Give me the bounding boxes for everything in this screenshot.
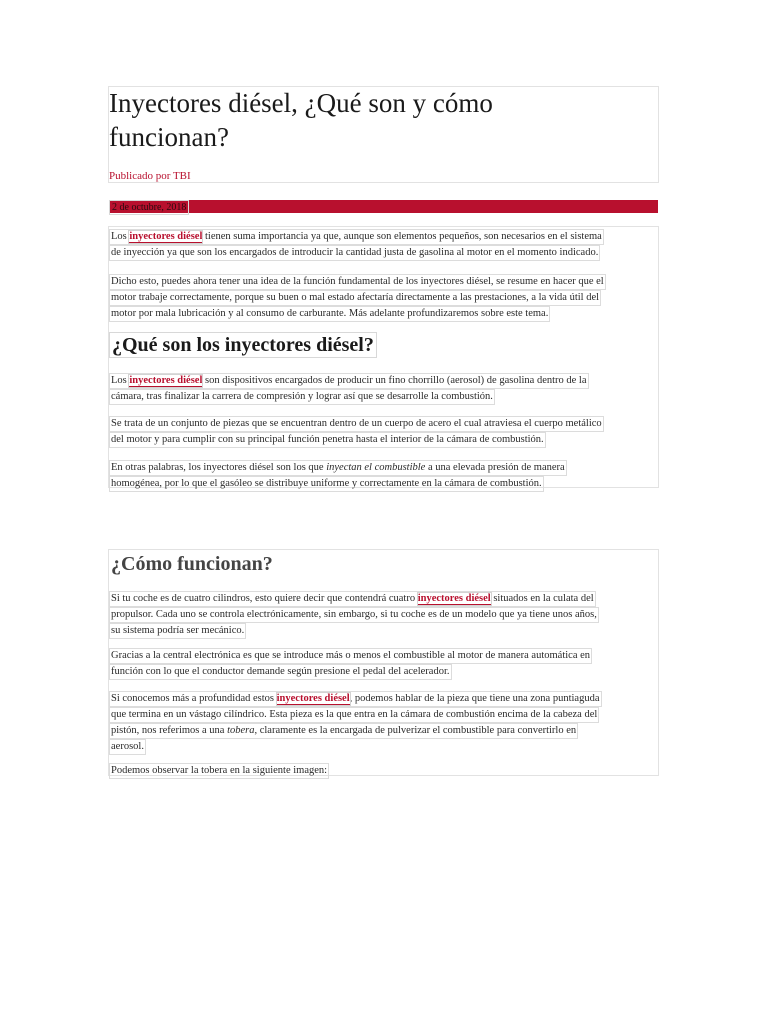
text-line: motor por mala lubricación y al consumo de carburante. Más adelante profundizaremos sobre este tema. <box>109 306 550 322</box>
text-line: del motor y para cumplir con su principal función penetra hasta el interior de la cámara de combustión. <box>109 432 546 448</box>
text-line: Los inyectores diésel tienen suma importancia ya que, aunque son elementos pequeños, son necesarios en el sistema <box>109 229 604 245</box>
inyectores-diesel-link[interactable]: inyectores diésel <box>417 593 491 604</box>
text-line: aerosol. <box>109 739 146 755</box>
text-line: Gracias a la central electrónica es que se introduce más o menos el combustible al motor de manera automática en <box>109 648 592 664</box>
intro-paragraph-1 <box>109 229 604 261</box>
intro-paragraph-2 <box>109 274 606 322</box>
text-line: Se trata de un conjunto de piezas que se encuentran dentro de un cuerpo de acero el cual atraviesa el cuerpo metálico <box>109 416 604 432</box>
section1-paragraph-2 <box>109 416 604 448</box>
text-line: propulsor. Cada uno se controla electrónicamente, sin embargo, si tu coche es de un modelo que ya tiene unos años, <box>109 607 599 623</box>
text-line: homogénea, por lo que el gasóleo se distribuye uniforme y correctamente en la cámara de combustión. <box>109 476 544 492</box>
emphasis-text: inyectan el combustible <box>326 462 426 473</box>
text-line: pistón, nos referimos a una tobera, claramente es la encargada de pulverizar el combustible para convertirlo en <box>109 723 578 739</box>
section2-paragraph-2 <box>109 648 592 680</box>
section-heading-que-son: ¿Qué son los inyectores diésel? <box>109 332 377 358</box>
text-line: cámara, tras finalizar la carrera de compresión y lograr así que se desarrolle la combustión. <box>109 389 495 405</box>
text-line: En otras palabras, los inyectores diésel son los que inyectan el combustible a una elevada presión de manera <box>109 460 567 476</box>
emphasis-text: tobera <box>227 725 255 736</box>
article-title <box>109 86 649 154</box>
text-line: su sistema podría ser mecánico. <box>109 623 246 639</box>
inyectores-diesel-link[interactable]: inyectores diésel <box>276 693 350 704</box>
text-line: Dicho esto, puedes ahora tener una idea de la función fundamental de los inyectores diésel, se resume en hacer que el <box>109 274 606 290</box>
text-line: de inyección ya que son los encargados de introducir la cantidad justa de gasolina al motor en el momento indicado. <box>109 245 600 261</box>
section-heading-como-funcionan: ¿Cómo funcionan? <box>111 553 273 575</box>
article-title-line2: funcionan? <box>109 122 229 152</box>
text-line: Si conocemos más a profundidad estos inyectores diésel, podemos hablar de la pieza que tiene una zona puntiaguda <box>109 691 602 707</box>
section1-paragraph-3 <box>109 460 567 492</box>
section2-paragraph-4 <box>109 763 329 779</box>
inyectores-diesel-link[interactable]: inyectores diésel <box>129 375 203 386</box>
text-line: Si tu coche es de cuatro cilindros, esto quiere decir que contendrá cuatro inyectores diésel situados en la culata del <box>109 591 596 607</box>
publish-date: 2 de octubre, 2018 <box>109 200 189 215</box>
section2-paragraph-3 <box>109 691 602 755</box>
section2-paragraph-1 <box>109 591 599 639</box>
article-title-line1: Inyectores diésel, ¿Qué son y cómo <box>109 88 493 118</box>
byline[interactable]: Publicado por TBI <box>109 170 191 182</box>
text-line: motor trabaje correctamente, porque su buen o mal estado afectaría directamente a las prestaciones, a la vida útil del <box>109 290 601 306</box>
text-line: Los inyectores diésel son dispositivos encargados de producir un fino chorrillo (aerosol) de gasolina dentro de la <box>109 373 589 389</box>
text-line: función con lo que el conductor demande según presione el pedal del acelerador. <box>109 664 452 680</box>
section1-paragraph-1 <box>109 373 589 405</box>
text-line: que termina en un vástago cilíndrico. Esta pieza es la que entra en la cámara de combustión encima de la cabeza del <box>109 707 599 723</box>
text-line: Podemos observar la tobera en la siguiente imagen: <box>109 763 329 779</box>
date-bar <box>109 200 658 213</box>
inyectores-diesel-link[interactable]: inyectores diésel <box>129 231 203 242</box>
